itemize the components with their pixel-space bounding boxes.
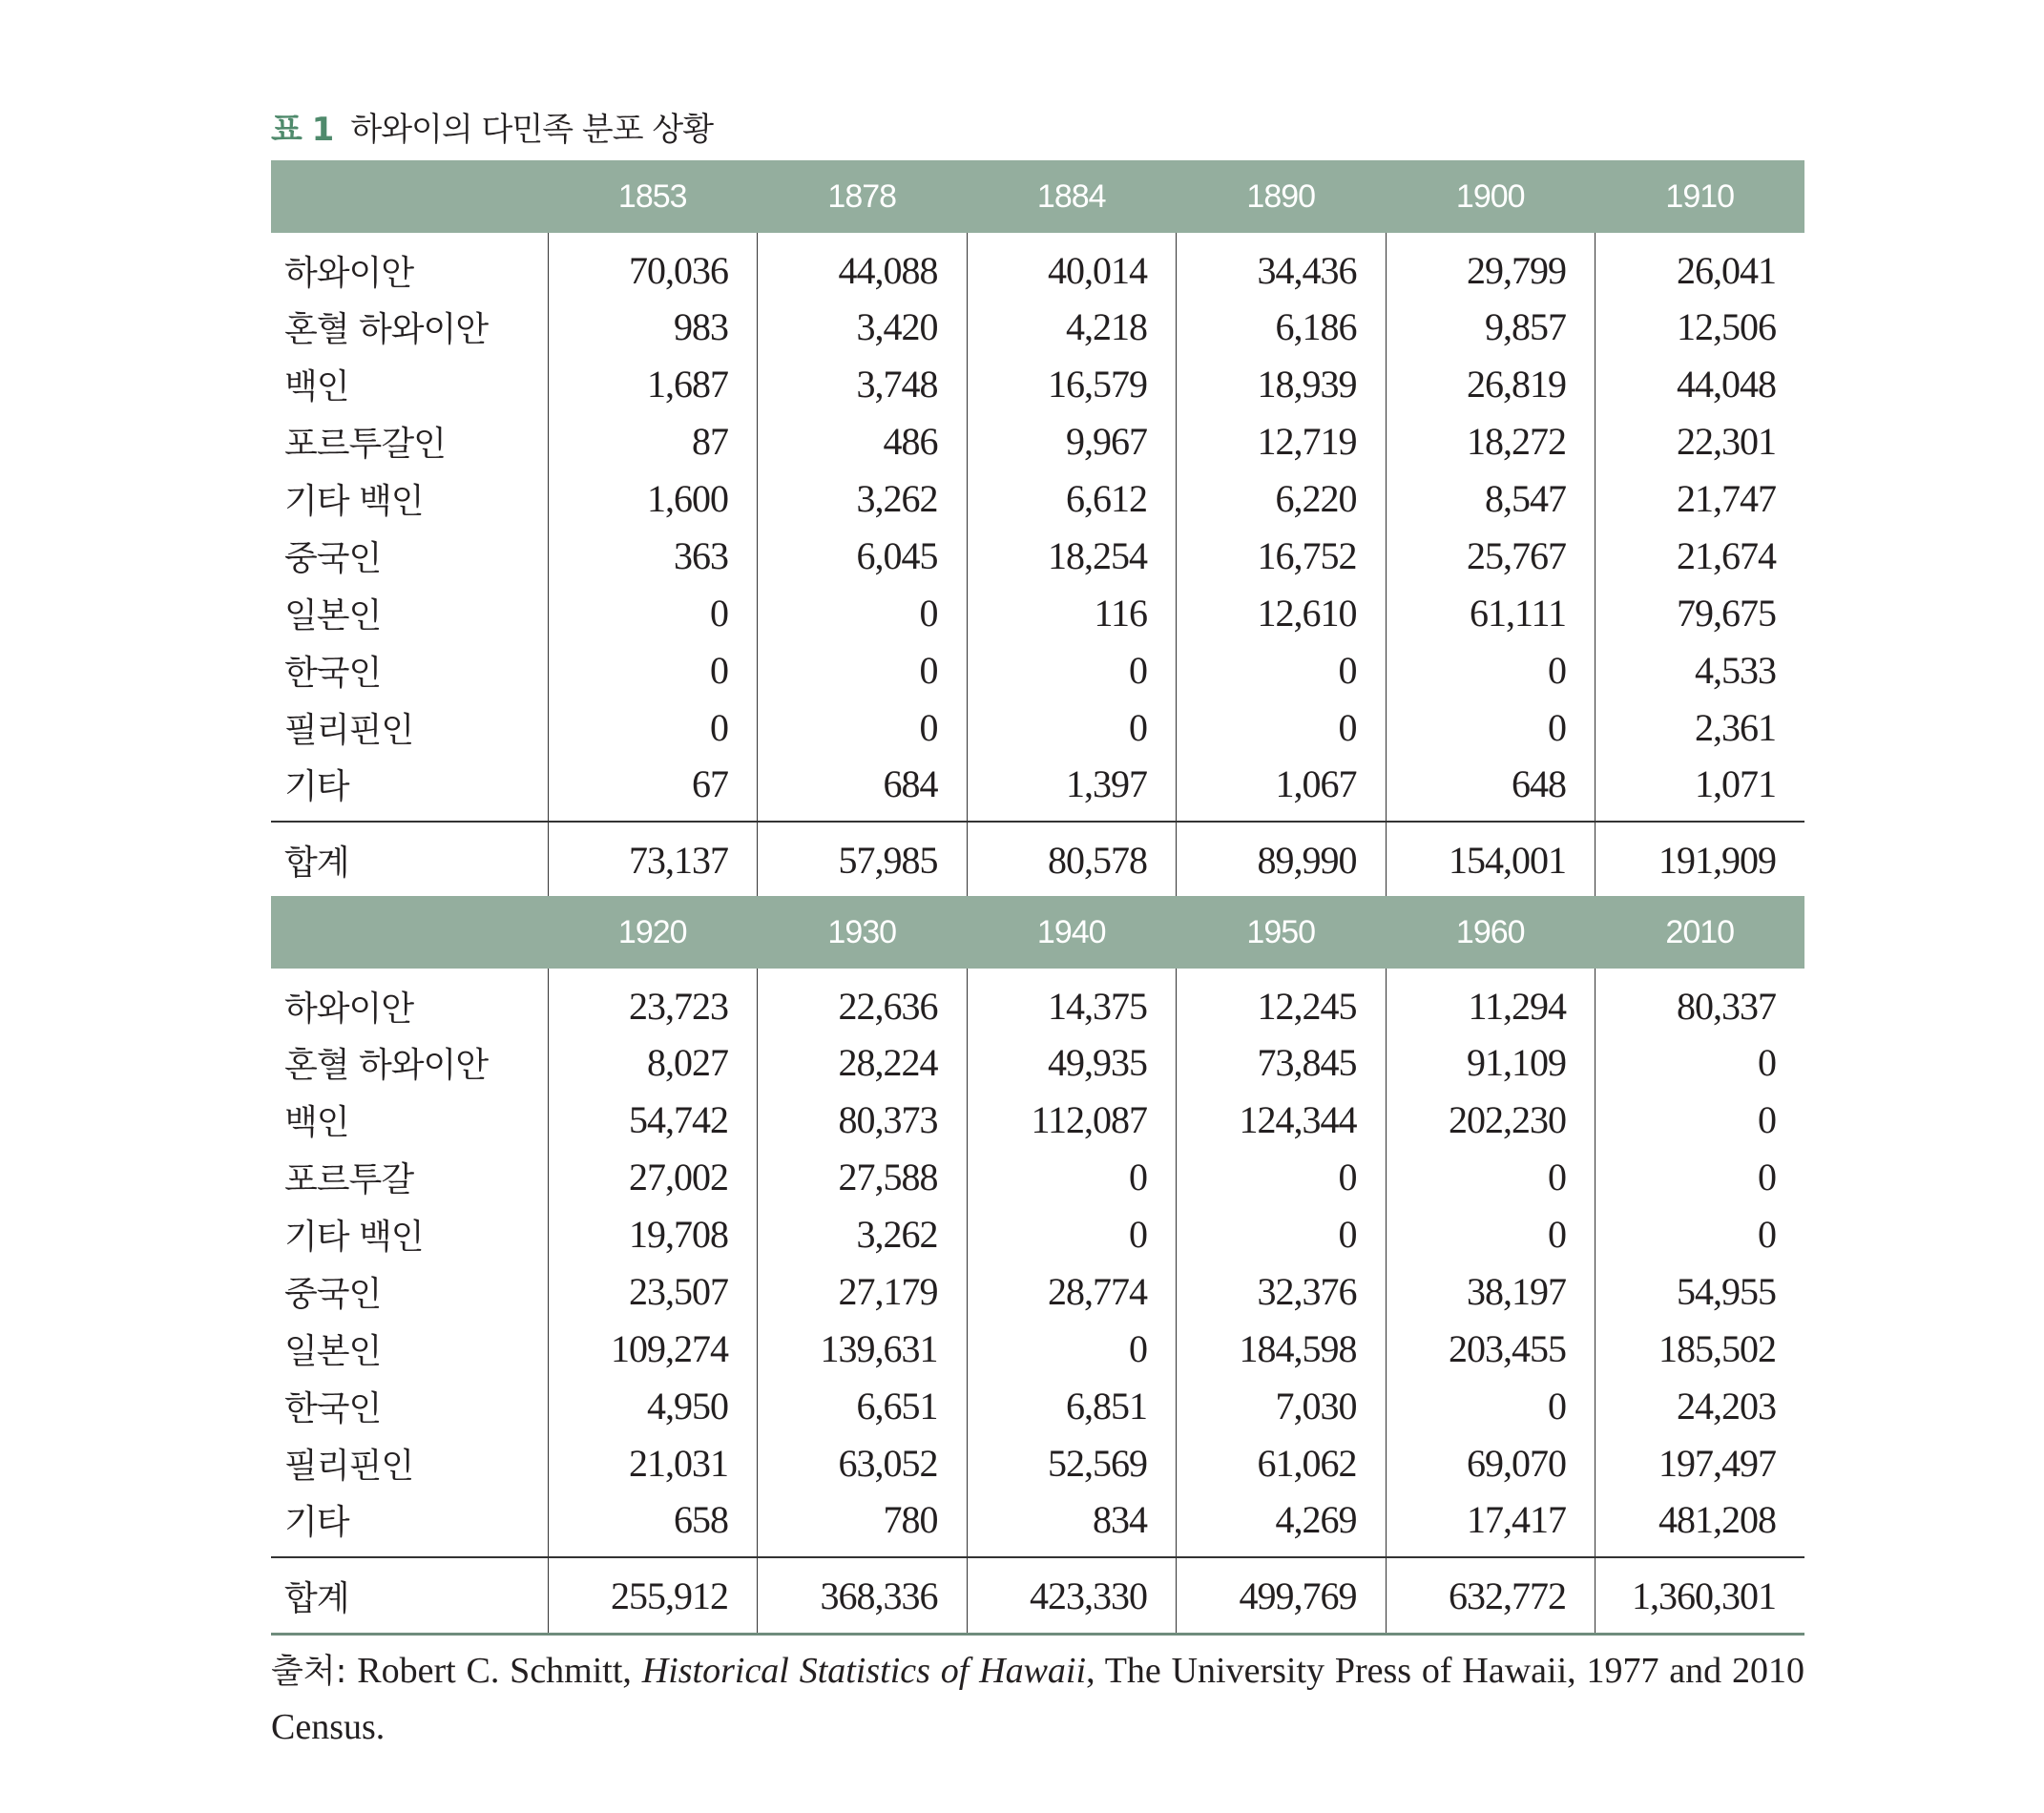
table-cell: 38,197 <box>1386 1262 1596 1320</box>
year-header: 2010 <box>1596 896 1805 969</box>
table-cell: 0 <box>1596 1205 1805 1262</box>
table-row <box>271 641 1804 698</box>
year-header: 1900 <box>1386 160 1596 233</box>
row-label: 하와이안 <box>284 253 414 293</box>
table-cell: 22,636 <box>758 969 968 1033</box>
total-cell: 80,578 <box>967 822 1177 897</box>
table-cell: 44,048 <box>1596 355 1805 412</box>
row-label: 혼혈 하와이안 <box>284 309 489 349</box>
table-cell: 12,610 <box>1177 584 1387 641</box>
table-caption <box>271 103 713 150</box>
table-cell: 24,203 <box>1596 1377 1805 1434</box>
table-cell: 44,088 <box>758 233 968 298</box>
table-row <box>271 527 1804 584</box>
table-cell: 63,052 <box>758 1434 968 1491</box>
total-cell: 57,985 <box>758 822 968 897</box>
table-cell: 16,752 <box>1177 527 1387 584</box>
table-cell: 19,708 <box>548 1205 758 1262</box>
table-cell: 3,262 <box>758 1205 968 1262</box>
table-cell: 0 <box>1596 1091 1805 1148</box>
table-cell: 16,579 <box>967 355 1177 412</box>
row-label: 백인 <box>284 366 349 406</box>
year-header: 1960 <box>1386 896 1596 969</box>
table-cell: 9,967 <box>967 412 1177 469</box>
table-cell: 4,533 <box>1596 641 1805 698</box>
table-cell: 14,375 <box>967 969 1177 1033</box>
table-cell: 0 <box>548 641 758 698</box>
table-cell: 112,087 <box>967 1091 1177 1148</box>
table-cell: 684 <box>758 756 968 822</box>
table-cell: 6,220 <box>1177 469 1387 527</box>
table-cell: 26,819 <box>1386 355 1596 412</box>
table-cell: 6,045 <box>758 527 968 584</box>
year-header: 1878 <box>758 160 968 233</box>
table-cell: 32,376 <box>1177 1262 1387 1320</box>
source-book-title: Historical Statistics of Hawaii <box>641 1651 1087 1691</box>
table-cell: 80,373 <box>758 1091 968 1148</box>
table-cell: 2,361 <box>1596 698 1805 756</box>
table-cell: 0 <box>1177 1148 1387 1205</box>
table-cell: 4,950 <box>548 1377 758 1434</box>
table-cell: 61,111 <box>1386 584 1596 641</box>
table-cell: 983 <box>548 298 758 355</box>
table-cell: 21,674 <box>1596 527 1805 584</box>
table-cell: 54,955 <box>1596 1262 1805 1320</box>
table-row <box>271 412 1804 469</box>
table-cell: 22,301 <box>1596 412 1805 469</box>
table-cell: 648 <box>1386 756 1596 822</box>
year-header: 1884 <box>967 160 1177 233</box>
table-cell: 834 <box>967 1491 1177 1557</box>
total-cell: 632,772 <box>1386 1557 1596 1635</box>
table-cell: 0 <box>758 698 968 756</box>
table-cell: 87 <box>548 412 758 469</box>
year-header: 1853 <box>548 160 758 233</box>
row-label: 혼혈 하와이안 <box>284 1045 489 1085</box>
table-number: 표 1 <box>271 111 334 149</box>
total-cell: 423,330 <box>967 1557 1177 1635</box>
total-row <box>271 822 1804 897</box>
header-blank <box>271 160 548 233</box>
table-cell: 0 <box>548 584 758 641</box>
table-cell: 780 <box>758 1491 968 1557</box>
table-cell: 486 <box>758 412 968 469</box>
table-cell: 21,747 <box>1596 469 1805 527</box>
table-cell: 4,218 <box>967 298 1177 355</box>
table-cell: 80,337 <box>1596 969 1805 1033</box>
table-cell: 27,179 <box>758 1262 968 1320</box>
table-cell: 73,845 <box>1177 1033 1387 1091</box>
table-cell: 0 <box>1386 1377 1596 1434</box>
table-cell: 124,344 <box>1177 1091 1387 1148</box>
row-label: 기타 <box>284 766 349 806</box>
table-cell: 1,600 <box>548 469 758 527</box>
row-label: 기타 <box>284 1502 349 1542</box>
table-cell: 0 <box>758 641 968 698</box>
row-label: 포르투갈 <box>284 1159 414 1199</box>
table-cell: 29,799 <box>1386 233 1596 298</box>
table-cell: 0 <box>1177 1205 1387 1262</box>
table-cell: 3,262 <box>758 469 968 527</box>
table-cell: 26,041 <box>1596 233 1805 298</box>
total-label: 합계 <box>271 1557 548 1635</box>
row-label: 한국인 <box>284 653 382 693</box>
header-row <box>271 160 1804 233</box>
table-cell: 6,612 <box>967 469 1177 527</box>
total-cell: 1,360,301 <box>1596 1557 1805 1635</box>
table-row <box>271 1262 1804 1320</box>
table-cell: 0 <box>1596 1033 1805 1091</box>
row-label: 일본인 <box>284 595 382 636</box>
table-row <box>271 1434 1804 1491</box>
total-cell: 255,912 <box>548 1557 758 1635</box>
table-cell: 185,502 <box>1596 1320 1805 1377</box>
table-cell: 23,723 <box>548 969 758 1033</box>
total-cell: 73,137 <box>548 822 758 897</box>
table-cell: 0 <box>967 641 1177 698</box>
table-cell: 0 <box>967 698 1177 756</box>
table-cell: 12,719 <box>1177 412 1387 469</box>
table-cell: 18,272 <box>1386 412 1596 469</box>
table-cell: 8,027 <box>548 1033 758 1091</box>
row-label: 중국인 <box>284 538 382 578</box>
table-cell: 0 <box>1177 698 1387 756</box>
total-cell: 191,909 <box>1596 822 1805 897</box>
table-cell: 21,031 <box>548 1434 758 1491</box>
year-header: 1890 <box>1177 160 1387 233</box>
table-cell: 0 <box>967 1148 1177 1205</box>
table-cell: 109,274 <box>548 1320 758 1377</box>
table-cell: 79,675 <box>1596 584 1805 641</box>
table-cell: 0 <box>1177 641 1387 698</box>
table-row <box>271 469 1804 527</box>
year-header: 1910 <box>1596 160 1805 233</box>
table-title: 하와이의 다민족 분포 상황 <box>350 111 714 149</box>
table-cell: 197,497 <box>1596 1434 1805 1491</box>
table-cell: 23,507 <box>548 1262 758 1320</box>
table-cell: 11,294 <box>1386 969 1596 1033</box>
year-header: 1950 <box>1177 896 1387 969</box>
table-cell: 202,230 <box>1386 1091 1596 1148</box>
total-label: 합계 <box>271 822 548 897</box>
table-cell: 6,851 <box>967 1377 1177 1434</box>
table-cell: 3,420 <box>758 298 968 355</box>
table-cell: 52,569 <box>967 1434 1177 1491</box>
total-cell: 499,769 <box>1177 1557 1387 1635</box>
table-cell: 12,245 <box>1177 969 1387 1033</box>
table-cell: 18,254 <box>967 527 1177 584</box>
row-label: 포르투갈인 <box>284 424 446 464</box>
table-row <box>271 1033 1804 1091</box>
population-table-1920-2010 <box>271 896 1804 1636</box>
table-row <box>271 1377 1804 1434</box>
table-row <box>271 969 1804 1033</box>
table-cell: 91,109 <box>1386 1033 1596 1091</box>
table-row <box>271 698 1804 756</box>
year-header: 1920 <box>548 896 758 969</box>
table-cell: 9,857 <box>1386 298 1596 355</box>
table-row <box>271 1320 1804 1377</box>
table-cell: 25,767 <box>1386 527 1596 584</box>
table-cell: 70,036 <box>548 233 758 298</box>
table-cell: 1,071 <box>1596 756 1805 822</box>
row-label: 일본인 <box>284 1331 382 1371</box>
source-note <box>271 1643 1804 1755</box>
year-header: 1930 <box>758 896 968 969</box>
table-cell: 0 <box>758 584 968 641</box>
population-table-1853-1910 <box>271 160 1804 897</box>
row-label: 필리핀인 <box>284 710 414 750</box>
table-cell: 1,067 <box>1177 756 1387 822</box>
table-row <box>271 355 1804 412</box>
table-row <box>271 1205 1804 1262</box>
table-cell: 6,186 <box>1177 298 1387 355</box>
total-row <box>271 1557 1804 1635</box>
table-cell: 0 <box>967 1320 1177 1377</box>
table-row <box>271 233 1804 298</box>
table-cell: 40,014 <box>967 233 1177 298</box>
table-cell: 27,588 <box>758 1148 968 1205</box>
total-cell: 154,001 <box>1386 822 1596 897</box>
table-cell: 8,547 <box>1386 469 1596 527</box>
table-cell: 28,224 <box>758 1033 968 1091</box>
table-cell: 0 <box>1596 1148 1805 1205</box>
table-cell: 7,030 <box>1177 1377 1387 1434</box>
table-row <box>271 756 1804 822</box>
table-cell: 61,062 <box>1177 1434 1387 1491</box>
table-cell: 184,598 <box>1177 1320 1387 1377</box>
table-cell: 0 <box>1386 1148 1596 1205</box>
table-cell: 27,002 <box>548 1148 758 1205</box>
table-cell: 139,631 <box>758 1320 968 1377</box>
table-cell: 12,506 <box>1596 298 1805 355</box>
row-label: 하와이안 <box>284 989 414 1029</box>
row-label: 기타 백인 <box>284 481 424 521</box>
year-header: 1940 <box>967 896 1177 969</box>
table-cell: 116 <box>967 584 1177 641</box>
source-rest: , The University Press of Hawaii, 1977 and 2010 Census. <box>271 1651 1805 1747</box>
table-cell: 18,939 <box>1177 355 1387 412</box>
table-cell: 658 <box>548 1491 758 1557</box>
table-row <box>271 1148 1804 1205</box>
table-row <box>271 1491 1804 1557</box>
table-cell: 0 <box>548 698 758 756</box>
table-cell: 4,269 <box>1177 1491 1387 1557</box>
table-cell: 69,070 <box>1386 1434 1596 1491</box>
table-cell: 34,436 <box>1177 233 1387 298</box>
table-cell: 6,651 <box>758 1377 968 1434</box>
table-cell: 0 <box>1386 698 1596 756</box>
table-cell: 1,397 <box>967 756 1177 822</box>
source-prefix: 출처: <box>271 1653 347 1691</box>
table-row <box>271 1091 1804 1148</box>
row-label: 기타 백인 <box>284 1217 424 1257</box>
header-blank <box>271 896 548 969</box>
table-cell: 0 <box>1386 641 1596 698</box>
row-label: 한국인 <box>284 1388 382 1428</box>
table-row <box>271 298 1804 355</box>
source-author: Robert C. Schmitt, <box>346 1651 642 1691</box>
table-cell: 481,208 <box>1596 1491 1805 1557</box>
row-label: 중국인 <box>284 1274 382 1314</box>
table-cell: 203,455 <box>1386 1320 1596 1377</box>
table-cell: 54,742 <box>548 1091 758 1148</box>
total-cell: 368,336 <box>758 1557 968 1635</box>
table-cell: 1,687 <box>548 355 758 412</box>
table-cell: 363 <box>548 527 758 584</box>
row-label: 필리핀인 <box>284 1446 414 1486</box>
table-cell: 0 <box>967 1205 1177 1262</box>
table-cell: 28,774 <box>967 1262 1177 1320</box>
header-row <box>271 896 1804 969</box>
table-cell: 17,417 <box>1386 1491 1596 1557</box>
table-cell: 67 <box>548 756 758 822</box>
total-cell: 89,990 <box>1177 822 1387 897</box>
table-row <box>271 584 1804 641</box>
table-cell: 3,748 <box>758 355 968 412</box>
row-label: 백인 <box>284 1102 349 1142</box>
table-cell: 0 <box>1386 1205 1596 1262</box>
table-cell: 49,935 <box>967 1033 1177 1091</box>
